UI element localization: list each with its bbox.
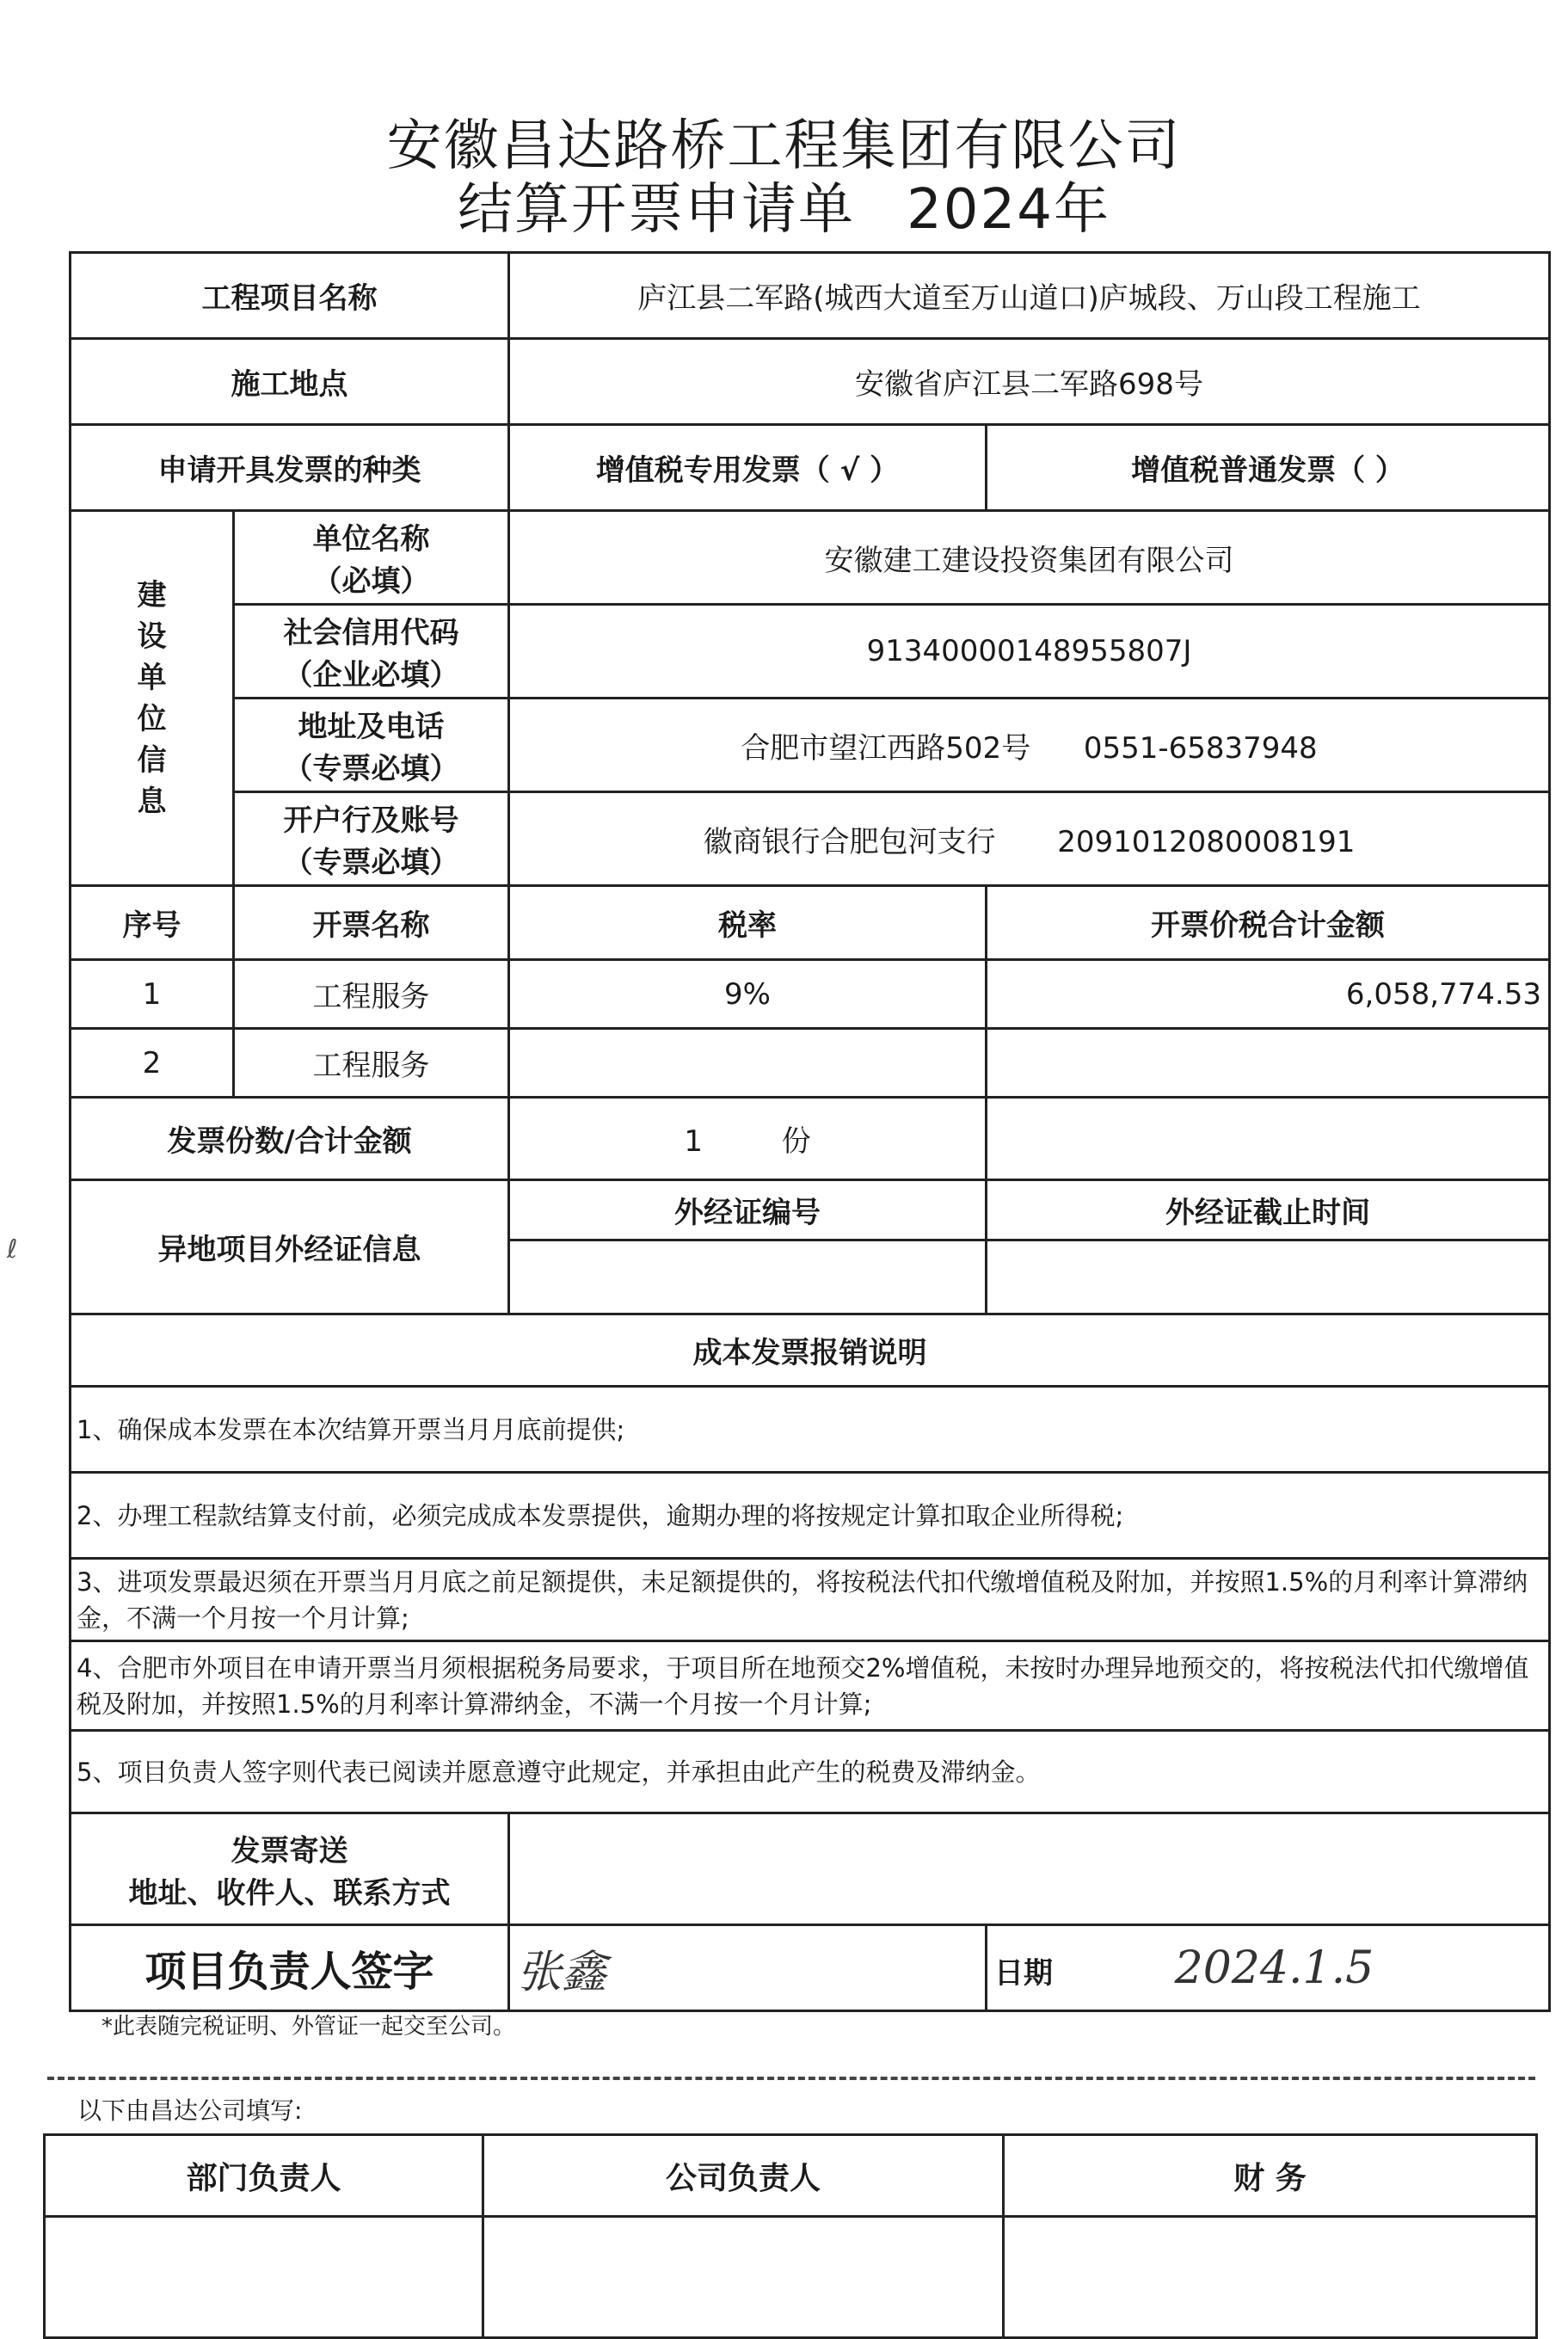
row-amount[interactable]: 6,058,774.53: [987, 960, 1550, 1029]
delivery-label: [71, 1813, 509, 1925]
date-label: 日期: [994, 1955, 1053, 1991]
items-header-row: [71, 886, 1550, 960]
company-head-sign[interactable]: [483, 2217, 1004, 2338]
builder-char: 单: [137, 660, 167, 695]
delivery-value[interactable]: [509, 1813, 1550, 1925]
form-year: 2024年: [907, 178, 1110, 242]
delivery-label-line2: 地址、收件人、联系方式: [128, 1875, 451, 1911]
invoice-count: 1: [684, 1124, 703, 1159]
bank-account-note: （专票必填）: [283, 846, 459, 880]
builder-bank-row: [71, 792, 1550, 886]
account-value: 2091012080008191: [1057, 824, 1356, 859]
company-title: 安徽昌达路桥工程集团有限公司: [386, 114, 1182, 178]
unit-name-note: （必填）: [312, 564, 430, 599]
credit-code-note: （企业必填）: [283, 658, 459, 692]
row-name[interactable]: 工程服务: [234, 1029, 509, 1098]
phone-value: 0551-65837948: [1083, 730, 1318, 766]
cost-note-row: [71, 1387, 1550, 1473]
totals-count[interactable]: [509, 1098, 987, 1180]
builder-unit-row: [71, 511, 1550, 605]
bank-account-label: [234, 792, 509, 886]
signature-box[interactable]: [509, 1925, 987, 2011]
builder-info-section-label: [71, 511, 234, 886]
date-handwriting: 2024.1.5: [1174, 1942, 1374, 1994]
address-phone-value[interactable]: [509, 699, 1550, 792]
internal-caption: 以下由昌达公司填写:: [77, 2096, 303, 2125]
finance-sign[interactable]: [1004, 2217, 1537, 2338]
col-header-no: 序号: [71, 886, 234, 960]
row-rate[interactable]: 9%: [509, 960, 987, 1029]
cost-note-item: 2、办理工程款结算支付前，必须完成成本发票提供，逾期办理的将按规定计算扣取企业所得税;: [71, 1473, 1550, 1559]
builder-char: 建: [137, 577, 167, 612]
builder-char: 设: [137, 619, 167, 654]
dept-head-label: 部门负责人: [45, 2135, 483, 2217]
row-no: 1: [71, 960, 234, 1029]
margin-mark: ℓ: [7, 1234, 18, 1265]
address-value: 合肥市望江西路502号: [741, 730, 1031, 766]
credit-code-label-text: 社会信用代码: [283, 616, 459, 650]
cost-note-item: 4、合肥市外项目在申请开票当月须根据税务局要求，于项目所在地预交2%增值税，未按时办理异地预交的，将按税法代扣代缴增值税及附加，并按照1.5%的月利率计算滞纳金，不满一个月按一个月计算;: [71, 1641, 1550, 1731]
approval-sign-row: [45, 2217, 1537, 2338]
finance-label: 财 务: [1004, 2135, 1537, 2217]
builder-char: 位: [137, 701, 167, 736]
cost-note-row: [71, 1559, 1550, 1641]
remote-label: 异地项目外经证信息: [71, 1180, 509, 1314]
col-header-name: 开票名称: [234, 886, 509, 960]
cost-note-row: [71, 1641, 1550, 1731]
dept-head-sign[interactable]: [45, 2217, 483, 2338]
builder-char: 信: [137, 742, 167, 778]
cost-notes-title-row: [71, 1314, 1550, 1387]
settlement-form-table: [69, 251, 1551, 2012]
cost-note-item: 1、确保成本发票在本次结算开票当月月底前提供;: [71, 1387, 1550, 1473]
site-row: [71, 339, 1550, 425]
remote-header-row: [71, 1180, 1550, 1240]
invoice-type-label: 申请开具发票的种类: [71, 425, 509, 511]
col-header-rate: 税率: [509, 886, 987, 960]
table-row: [71, 960, 1550, 1029]
credit-code-label: [234, 605, 509, 699]
address-phone-label: [234, 699, 509, 792]
cert-expiry-label: 外经证截止时间: [987, 1180, 1550, 1240]
row-amount[interactable]: [987, 1029, 1550, 1098]
cert-no-label: 外经证编号: [509, 1180, 987, 1240]
internal-approval-table: [43, 2133, 1538, 2339]
project-name-row: [71, 253, 1550, 339]
cost-note-item: 3、进项发票最迟须在开票当月月底之前足额提供，未足额提供的，将按税法代扣代缴增值税及附加，并按照1.5%的月利率计算滞纳金，不满一个月按一个月计算;: [71, 1559, 1550, 1641]
row-name[interactable]: 工程服务: [234, 960, 509, 1029]
approval-header-row: [45, 2135, 1537, 2217]
unit-name-label: [234, 511, 509, 605]
signature-label: 项目负责人签字: [71, 1925, 509, 2011]
invoice-type-general[interactable]: 增值税普通发票（ ）: [987, 425, 1550, 511]
cost-note-item: 5、项目负责人签字则代表已阅读并愿意遵守此规定，并承担由此产生的税费及滞纳金。: [71, 1731, 1550, 1813]
unit-name-value[interactable]: 安徽建工建设投资集团有限公司: [509, 511, 1550, 605]
signature-row: [71, 1925, 1550, 2011]
cost-note-row: [71, 1731, 1550, 1813]
invoice-count-unit: 份: [781, 1124, 811, 1159]
cost-notes-title: 成本发票报销说明: [71, 1314, 1550, 1387]
invoice-type-row: [71, 425, 1550, 511]
site-value[interactable]: 安徽省庐江县二军路698号: [509, 339, 1550, 425]
company-head-label: 公司负责人: [483, 2135, 1004, 2217]
unit-name-label-text: 单位名称: [312, 522, 430, 557]
builder-credit-row: [71, 605, 1550, 699]
totals-amount[interactable]: [987, 1098, 1550, 1180]
col-header-amount: 开票价税合计金额: [987, 886, 1550, 960]
cost-note-row: [71, 1473, 1550, 1559]
address-phone-note: （专票必填）: [283, 752, 459, 786]
row-rate[interactable]: [509, 1029, 987, 1098]
row-no: 2: [71, 1029, 234, 1098]
date-cell[interactable]: [987, 1925, 1550, 2011]
site-label: 施工地点: [71, 339, 509, 425]
signature-handwriting: 张鑫: [517, 1947, 607, 1998]
form-title: [0, 165, 1568, 244]
form-title-text: 结算开票申请单: [458, 178, 856, 242]
builder-char: 息: [137, 784, 167, 819]
bank-account-label-text: 开户行及账号: [283, 803, 459, 838]
cut-line-divider: [47, 2077, 1535, 2080]
delivery-row: [71, 1813, 1550, 1925]
cert-no-value[interactable]: [509, 1240, 987, 1314]
table-row: [71, 1029, 1550, 1098]
bank-value: 徽商银行合肥包河支行: [703, 824, 996, 859]
totals-row: [71, 1098, 1550, 1180]
credit-code-value[interactable]: 91340000148955807J: [509, 605, 1550, 699]
builder-address-row: [71, 699, 1550, 792]
project-name-value[interactable]: 庐江县二军路(城西大道至万山道口)庐城段、万山段工程施工: [509, 253, 1550, 339]
address-phone-label-text: 地址及电话: [298, 710, 445, 744]
cert-expiry-value[interactable]: [987, 1240, 1550, 1314]
project-name-label: 工程项目名称: [71, 253, 509, 339]
invoice-type-special[interactable]: 增值税专用发票（ √ ）: [509, 425, 987, 511]
totals-label: 发票份数/合计金额: [71, 1098, 509, 1180]
delivery-label-line1: 发票寄送: [231, 1833, 348, 1868]
bank-account-value[interactable]: [509, 792, 1550, 886]
footnote: *此表随完税证明、外管证一起交至公司。: [101, 2014, 516, 2040]
